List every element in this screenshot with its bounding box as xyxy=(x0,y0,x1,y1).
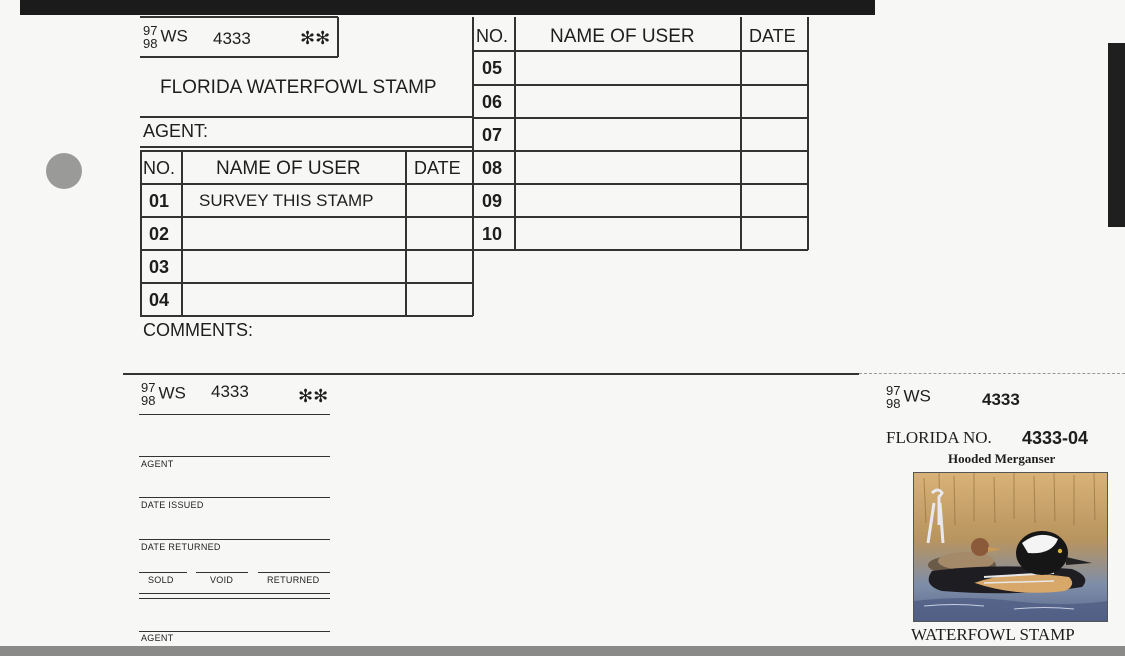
table-row-no: 05 xyxy=(482,58,503,78)
table-row-no: 08 xyxy=(482,158,503,178)
stub-returned-field: RETURNED xyxy=(267,575,320,585)
table-row-no: 01 xyxy=(149,191,170,211)
species-name: Hooded Merganser xyxy=(948,451,1056,466)
stub-stamp-id: 97 98 WS xyxy=(141,380,186,408)
table-row-no: 03 xyxy=(149,257,170,277)
card-title: FLORIDA WATERFOWL STAMP xyxy=(160,77,437,98)
right-header-name: NAME OF USER xyxy=(550,26,695,47)
stamp-serial: 4333 xyxy=(982,390,1020,409)
right-header-no: NO. xyxy=(476,26,509,46)
table-row-no: 09 xyxy=(482,191,503,211)
stamp-footer: WATERFOWL STAMP xyxy=(911,625,1075,644)
stub-bottom-agent-field: AGENT xyxy=(141,633,174,643)
duck-illustration xyxy=(914,473,1107,621)
table-row-name: SURVEY THIS STAMP xyxy=(199,191,374,210)
right-header-date: DATE xyxy=(749,26,796,46)
left-header-no: NO. xyxy=(143,158,176,178)
table-row-no: 10 xyxy=(482,224,503,244)
table-row-no: 06 xyxy=(482,92,503,112)
stub-serial: 4333 xyxy=(211,382,249,401)
year-fraction: 97 98 xyxy=(141,380,156,408)
comments-label: COMMENTS: xyxy=(143,320,253,340)
agent-label: AGENT: xyxy=(143,121,209,141)
top-edge-bar xyxy=(20,0,875,15)
year-fraction: 97 98 xyxy=(143,23,158,51)
right-edge-bar xyxy=(1108,43,1125,227)
florida-no-label: FLORIDA NO. xyxy=(886,428,992,447)
hooded-merganser-artwork xyxy=(913,472,1108,622)
left-header-date: DATE xyxy=(414,158,461,178)
florida-no-value: 4333-04 xyxy=(1022,428,1089,448)
stub-date-returned-field: DATE RETURNED xyxy=(141,542,221,552)
table-row-no: 04 xyxy=(149,290,170,310)
header-stamp-id: 97 98 WS xyxy=(143,23,188,51)
header-marks: ✻✻ xyxy=(300,28,331,48)
stub-sold-field: SOLD xyxy=(148,575,174,585)
year-fraction: 97 98 xyxy=(886,383,901,411)
header-serial: 4333 xyxy=(213,29,251,48)
table-row-no: 07 xyxy=(482,125,503,145)
perforation-line-dashed xyxy=(859,373,1125,374)
stub-agent-field: AGENT xyxy=(141,459,174,469)
table-row-no: 02 xyxy=(149,224,170,244)
stub-date-issued-field: DATE ISSUED xyxy=(141,500,204,510)
punch-hole xyxy=(46,153,82,189)
left-header-name: NAME OF USER xyxy=(216,158,361,179)
stub-marks: ✻✻ xyxy=(298,386,329,406)
perforation-line xyxy=(123,373,859,375)
stamp-id: 97 98 WS xyxy=(886,383,931,411)
stub-void-field: VOID xyxy=(210,575,234,585)
